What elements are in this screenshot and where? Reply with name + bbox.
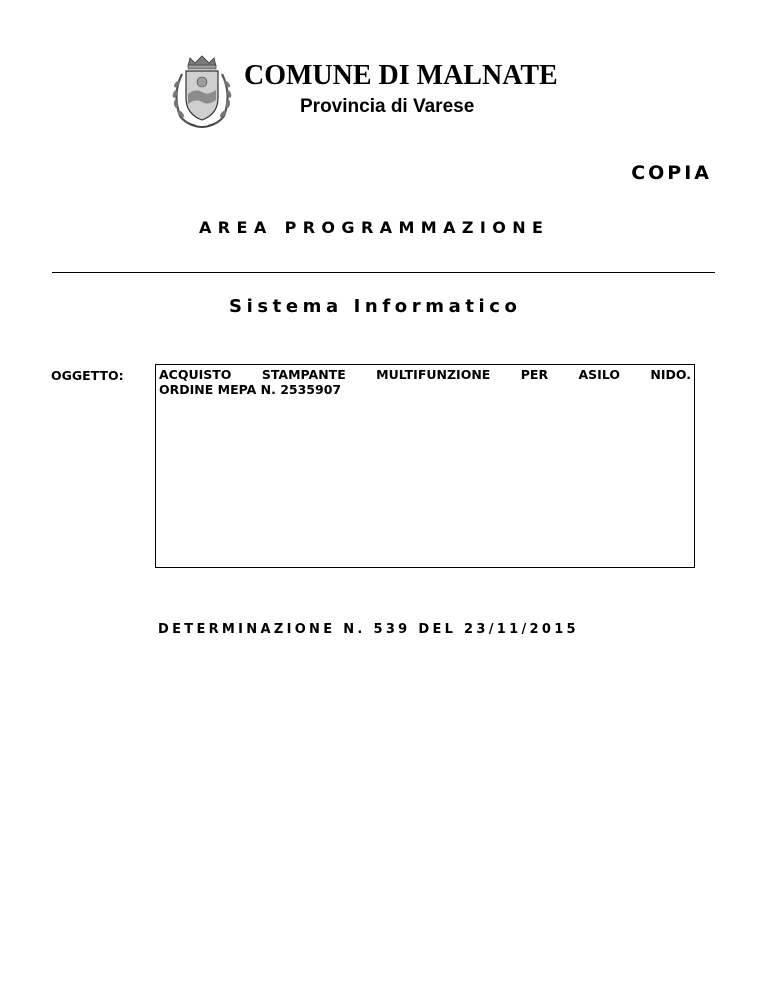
divider bbox=[52, 272, 715, 273]
area-heading: AREA PROGRAMMAZIONE bbox=[199, 218, 550, 237]
subject-line-1: ACQUISTO STAMPANTE MULTIFUNZIONE PER ASILO NIDO. bbox=[159, 367, 691, 382]
copy-status-label: COPIA bbox=[631, 162, 712, 184]
determination-number: DETERMINAZIONE N. 539 DEL 23/11/2015 bbox=[158, 622, 579, 637]
province-name: Provincia di Varese bbox=[300, 96, 475, 117]
municipality-name: COMUNE DI MALNATE bbox=[244, 60, 558, 91]
municipal-crest-icon bbox=[166, 54, 238, 132]
service-heading: Sistema Informatico bbox=[229, 296, 522, 317]
subject-label: OGGETTO: bbox=[51, 368, 124, 383]
subject-box bbox=[155, 364, 695, 568]
subject-line-2: ORDINE MEPA N. 2535907 bbox=[159, 382, 342, 397]
